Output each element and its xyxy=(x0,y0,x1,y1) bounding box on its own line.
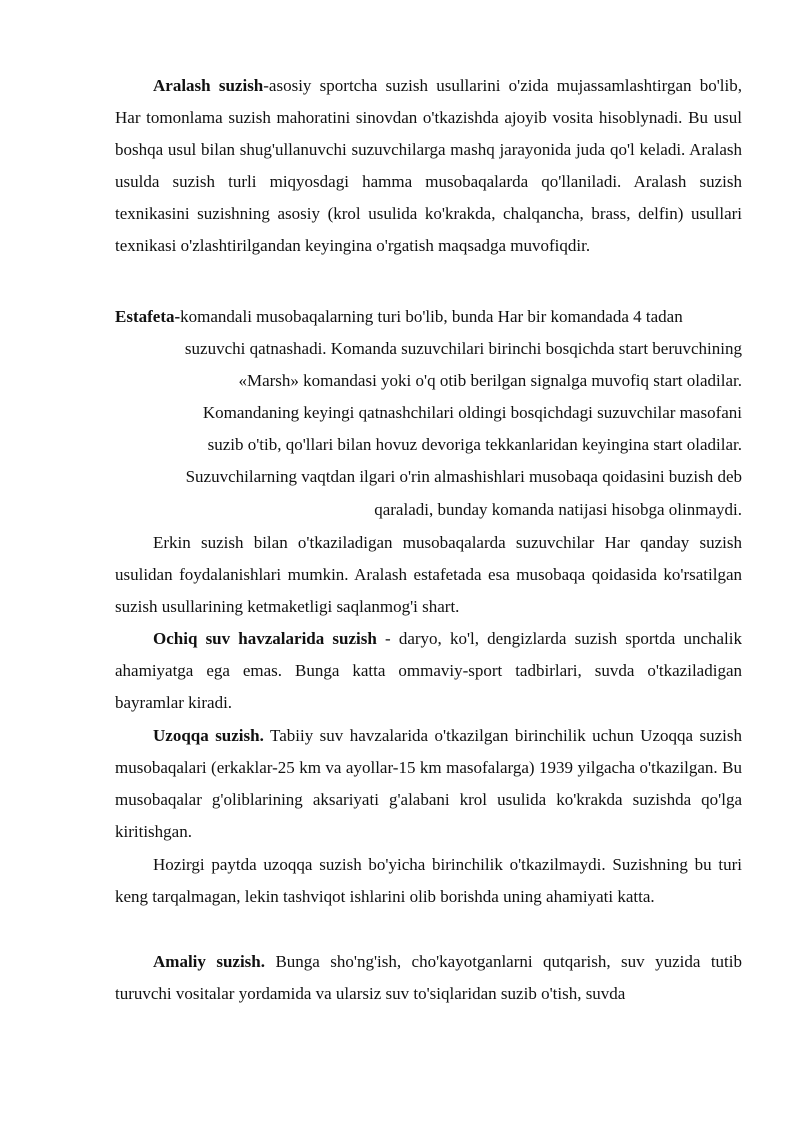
estafeta-line-4: Komandaning keyingi qatnashchilari oldingi bosqichdagi suzuvchilar masofani xyxy=(202,403,742,423)
estafeta-line-2: suzuvchi qatnashadi. Komanda suzuvchilari birinchi bosqichda start beruvchining xyxy=(184,339,742,359)
paragraph-text: Tabiiy suv havzalarida o'tkazilgan birinchilik uchun Uzoqqa suzish musobaqalari (erkaklar-25 km va ayollar-15 km masofalarga) 1939 yilgacha o'tkazilgan. Bu musobaqalar g'oliblarining aksariyati g'alabani krol usulida ko'krakda suzishda qo'lga kiritishgan. xyxy=(115,726,743,842)
estafeta-line-6: Suzuvchilarning vaqtdan ilgari o'rin almashishlari musobaqa qoidasini buzish deb xyxy=(185,467,742,487)
term-estafeta: Estafeta- xyxy=(115,307,181,326)
estafeta-line-7: qaraladi, bunday komanda natijasi hisobga olinmaydi. xyxy=(374,499,742,519)
paragraph-hozirgi xyxy=(115,849,742,913)
estafeta-line-3: «Marsh» komandasi yoki o'q otib berilgan signalga muvofiq start oladilar. xyxy=(238,371,742,391)
paragraph-amaliy-suzish xyxy=(115,946,742,1010)
term-ochiq-suv: Ochiq suv havzalarida suzish xyxy=(153,629,377,648)
paragraph-uzoqqa-suzish xyxy=(115,720,742,848)
paragraph-aralash-suzish xyxy=(115,70,742,263)
term-uzoqqa-suzish: Uzoqqa suzish. xyxy=(153,726,264,745)
estafeta-line-1: Estafeta-komandali musobaqalarning turi bo'lib, bunda Har bir komandada 4 tadan xyxy=(115,307,683,326)
paragraph-text: -asosiy sportcha suzish usullarini o'zida mujassamlashtirgan bo'lib, Har tomonlama suzish mahoratini sinovdan o'tkazishda ajoyib vosita hisoblynadi. Bu usul boshqa usul bilan shug'ullanuvchi suzuvchilarga mashq jarayonida juda qo'l keladi. Aralash usulda suzish turli miqyosdagi hamma musobaqalarda qo'llaniladi. Aralash suzish texnikasini suzishning asosiy (krol usulida ko'krakda, chalqancha, brass, delfin) usullari texnikasi o'zlashtirilgandan keyingina o'rgatish maqsadga muvofiqdir. xyxy=(115,76,742,256)
term-amaliy-suzish: Amaliy suzish. xyxy=(153,952,265,971)
paragraph-estafeta xyxy=(115,301,742,526)
paragraph-text: Hozirgi paytda uzoqqa suzish bo'yicha birinchilik o'tkazilmaydi. Suzishning bu turi keng tarqalmagan, lekin tashviqot ishlarini olib borishda uning ahamiyati katta. xyxy=(115,855,742,907)
term-aralash-suzish: Aralash suzish xyxy=(153,76,264,95)
paragraph-text: - daryo, ko'l, dengizlarda suzish sportda unchalik ahamiyatga ega emas. Bunga katta ommaviy-sport tadbirlari, suvda o'tkaziladigan bayramlar kiradi. xyxy=(115,629,743,713)
paragraph-text: Erkin suzish bilan o'tkaziladigan musobaqalarda suzuvchilar Har qanday suzish usulidan foydalanishlari mumkin. Aralash estafetada esa musobaqa qoidasida ko'rsatilgan suzish usullarining ketmaketligi saqlanmog'i shart. xyxy=(115,533,742,617)
paragraph-text: Bunga sho'ng'ish, cho'kayotganlarni qutqarish, suv yuzida tutib turuvchi vositalar yordamida va ularsiz suv to'siqlaridan suzib o'tish, suvda xyxy=(115,952,742,1004)
estafeta-line-5: suzib o'tib, qo'llari bilan hovuz devoriga tekkanlaridan keyingina start oladilar. xyxy=(207,435,742,455)
paragraph-ochiq-suv xyxy=(115,623,742,719)
paragraph-erkin-suzish xyxy=(115,527,742,623)
